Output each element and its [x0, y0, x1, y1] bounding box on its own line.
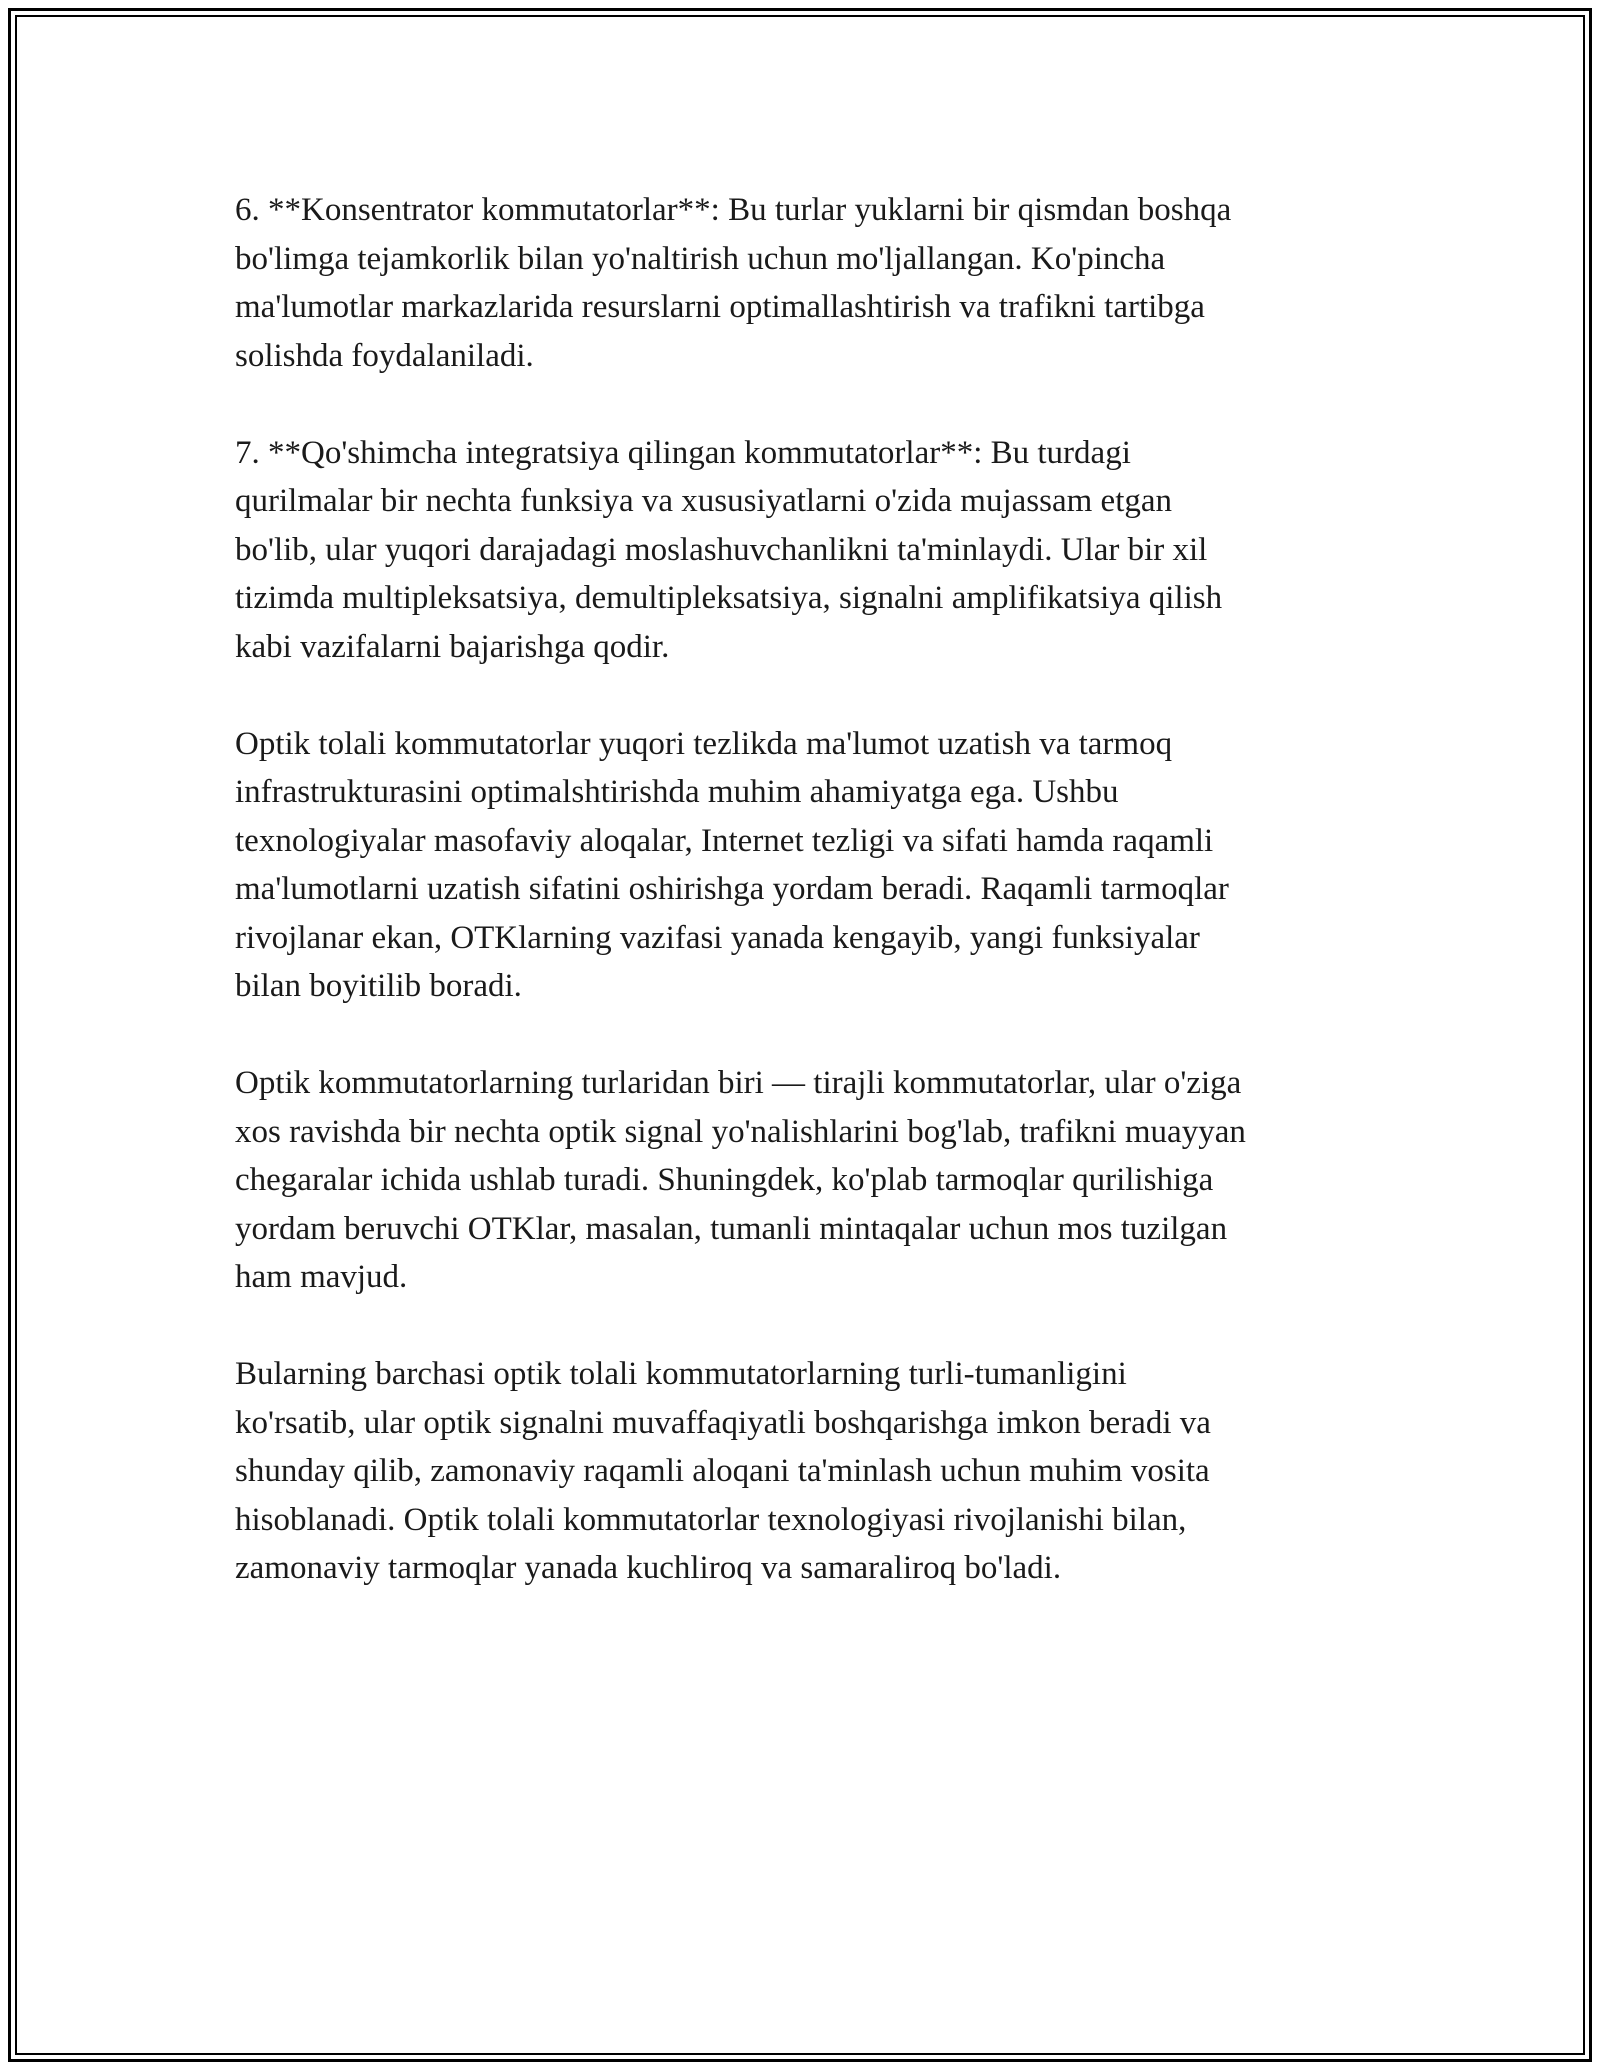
paragraph-xulosa: Bularning barchasi optik tolali kommutatorlarning turli-tumanligini ko'rsatib, ular optik signalni muvaffaqiyatli boshqarishga imkon beradi va shunday qilib, zamonaviy raqamli aloqani ta'minlash uchun muhim vosita hisoblanadi. Optik tolali kommutatorlar texnologiyasi rivojlanishi bilan, zamonaviy tarmoqlar yanada kuchliroq va samaraliroq bo'ladi. [235, 1356, 1211, 1586]
document-body [235, 186, 1375, 1641]
paragraph-konsentrator-kommutatorlar: 6. **Konsentrator kommutatorlar**: Bu turlar yuklarni bir qismdan boshqa bo'limga tejamkorlik bilan yo'naltirish uchun mo'ljallangan. Ko'pincha ma'lumotlar markazlarida resurslarni optimallashtirish va trafikni tartibga solishda foydalaniladi. [235, 192, 1232, 374]
paragraph-optik-tolali-ahamiyati: Optik tolali kommutatorlar yuqori tezlikda ma'lumot uzatish va tarmoq infrastrukturasini optimalshtirishda muhim ahamiyatga ega. Ushbu texnologiyalar masofaviy aloqalar, Internet tezligi va sifati hamda raqamli ma'lumotlarni uzatish sifatini oshirishga yordam beradi. Raqamli tarmoqlar rivojlanar ekan, OTKlarning vazifasi yanada kengayib, yangi funksiyalar bilan boyitilib boradi. [235, 725, 1229, 1004]
paragraph-tirajli-kommutatorlar: Optik kommutatorlarning turlaridan biri — tirajli kommutatorlar, ular o'ziga xos ravishda bir nechta optik signal yo'nalishlarini bog'lab, trafikni muayyan chegaralar ichida ushlab turadi. Shuningdek, ko'plab tarmoqlar qurilishiga yordam beruvchi OTKlar, masalan, tumanli mintaqalar uchun mos tuzilgan ham mavjud. [235, 1065, 1246, 1295]
paragraph-integratsiya-kommutatorlar: 7. **Qo'shimcha integratsiya qilingan kommutatorlar**: Bu turdagi qurilmalar bir nechta funksiya va xususiyatlarni o'zida mujassam etgan bo'lib, ular yuqori darajadagi moslashuvchanlikni ta'minlaydi. Ular bir xil tizimda multipleksatsiya, demultipleksatsiya, signalni amplifikatsiya qilish kabi vazifalarni bajarishga qodir. [235, 434, 1223, 665]
